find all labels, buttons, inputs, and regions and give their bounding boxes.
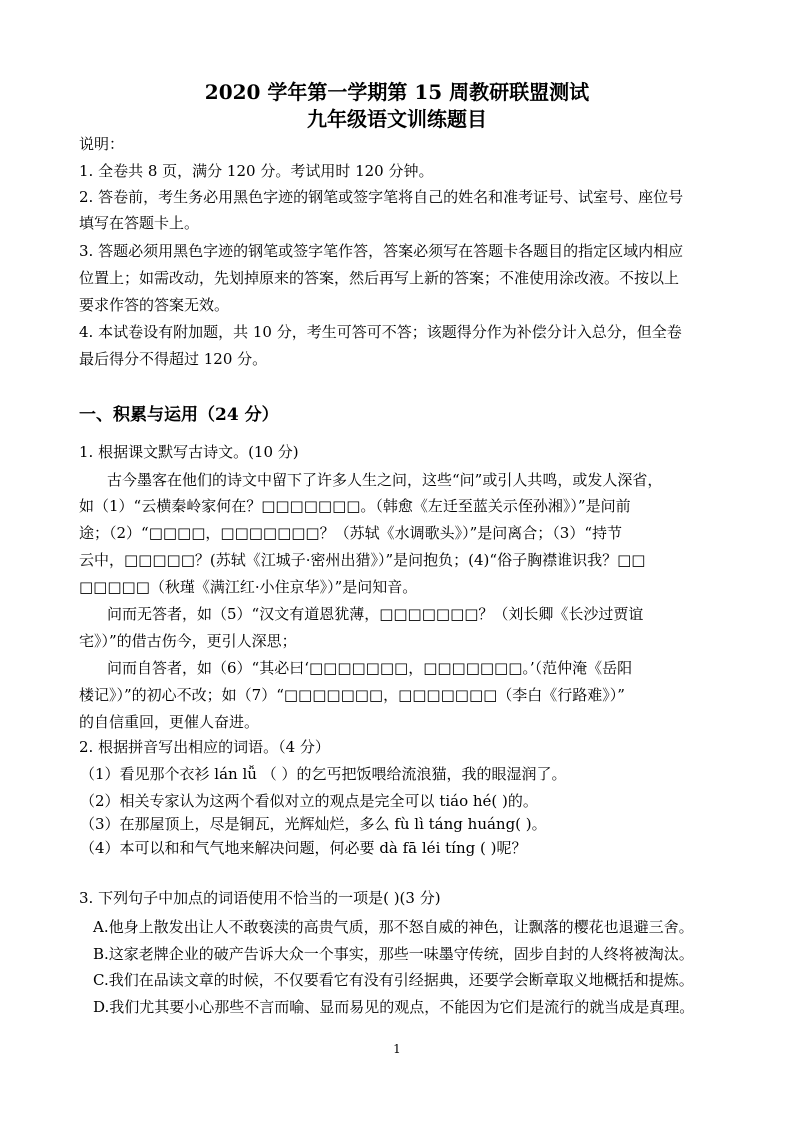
instruction-item-3-line-c: 要求作答的答案无效。: [79, 296, 230, 314]
question-2-item: （3）在那屋顶上，尽是铜瓦，光辉灿烂，多么 fù lì táng huáng( )。: [80, 815, 547, 833]
question-1-line: 云中，□□□□□？(苏轼《江城子·密州出猎》）”是问抱负；(4)“俗子胸襟谁识我？□□: [79, 551, 646, 569]
instruction-item-3-line-b: 位置上；如需改动，先划掉原来的答案，然后再写上新的答案；不准使用涂改液。不按以上: [79, 269, 680, 287]
question-1-line: 如（1）“云横秦岭家何在？□□□□□□□。（韩愈《左迁至蓝关示侄孙湘》）”是问前: [79, 497, 631, 515]
question-1-line: □□□□□（秋瑾《满江红·小住京华》）”是问知音。: [79, 578, 418, 596]
instruction-item-2-line-b: 填写在答题卡上。: [79, 214, 200, 232]
question-1-line: 宅》）”的借古伤今，更引人深思；: [79, 632, 297, 650]
question-1-line: 古今墨客在他们的诗文中留下了许多人生之问，这些“问”或引人共鸣，或发人深省，: [107, 471, 663, 489]
instruction-item-2-line-a: 2. 答卷前，考生务必用黑色字迹的钢笔或签字笔将自己的姓名和准考证号、试室号、座位号: [79, 188, 684, 206]
question-1-line: 楼记》）”的初心不改；如（7）“□□□□□□□，□□□□□□□（李白《行路难》）”: [79, 686, 625, 704]
instruction-item-4-line-a: 4. 本试卷设有附加题，共 10 分，考生可答可不答；该题得分作为补偿分计入总分，但全卷: [79, 323, 682, 341]
question-3-option-b: B.这家老牌企业的破产告诉大众一个事实，那些一味墨守传统，固步自封的人终将被淘汰。: [93, 945, 694, 963]
question-1-line: 途；（2）“□□□□，□□□□□□□？（苏轼《水调歌头》）”是问离合；（3）“持节: [79, 524, 622, 542]
page-number: 1: [393, 1042, 401, 1056]
question-3-option-a: A.他身上散发出让人不敢亵渎的高贵气质，那不怒自威的神色，让飘落的樱花也退避三舍。: [93, 918, 694, 936]
question-1-line: 问而自答者，如（6）“其必曰‘□□□□□□□，□□□□□□□。’（范仲淹《岳阳: [107, 659, 633, 677]
instruction-item-1: 1. 全卷共 8 页，满分 120 分。考试用时 120 分钟。: [79, 162, 434, 180]
question-2-item: （4）本可以和和气气地来解决问题，何必要 dà fā léi tíng ( )呢？: [80, 839, 527, 857]
question-1-line: 的自信重回，更催人奋进。: [79, 713, 260, 731]
exam-title: 2020 学年第一学期第 15 周教研联盟测试: [204, 80, 590, 104]
instruction-item-3-line-a: 3. 答题必须用黑色字迹的钢笔或签字笔作答，答案必须写在答题卡各题目的指定区域内相应: [79, 242, 684, 260]
question-3-option-d: D.我们尤其要小心那些不言而喻、显而易见的观点，不能因为它们是流行的就当成是真理。: [93, 998, 695, 1016]
question-3-stem: 3. 下列句子中加点的词语使用不恰当的一项是( )(3 分): [79, 889, 441, 907]
section-heading: 一、积累与运用（24 分）: [79, 405, 279, 425]
question-2-item: （2）相关专家认为这两个看似对立的观点是完全可以 tiáo hé( )的。: [80, 792, 538, 810]
question-2-stem: 2. 根据拼音写出相应的词语。（4 分）: [79, 738, 330, 756]
question-1-stem: 1. 根据课文默写古诗文。(10 分): [79, 443, 299, 461]
question-1-line: 问而无答者，如（5）“汉文有道恩犹薄，□□□□□□□？（刘长卿《长沙过贾谊: [107, 605, 644, 623]
instruction-item-4-line-b: 最后得分不得超过 120 分。: [79, 350, 268, 368]
instructions-heading: 说明：: [79, 135, 125, 153]
exam-subtitle: 九年级语文训练题目: [307, 107, 487, 131]
question-2-item: （1）看见那个衣衫 lán lǚ （ ）的乞丐把饭喂给流浪猫，我的眼湿润了。: [80, 765, 567, 783]
question-3-option-c: C.我们在品读文章的时候，不仅要看它有没有引经据典，还要学会断章取义地概括和提炼。: [93, 971, 694, 989]
